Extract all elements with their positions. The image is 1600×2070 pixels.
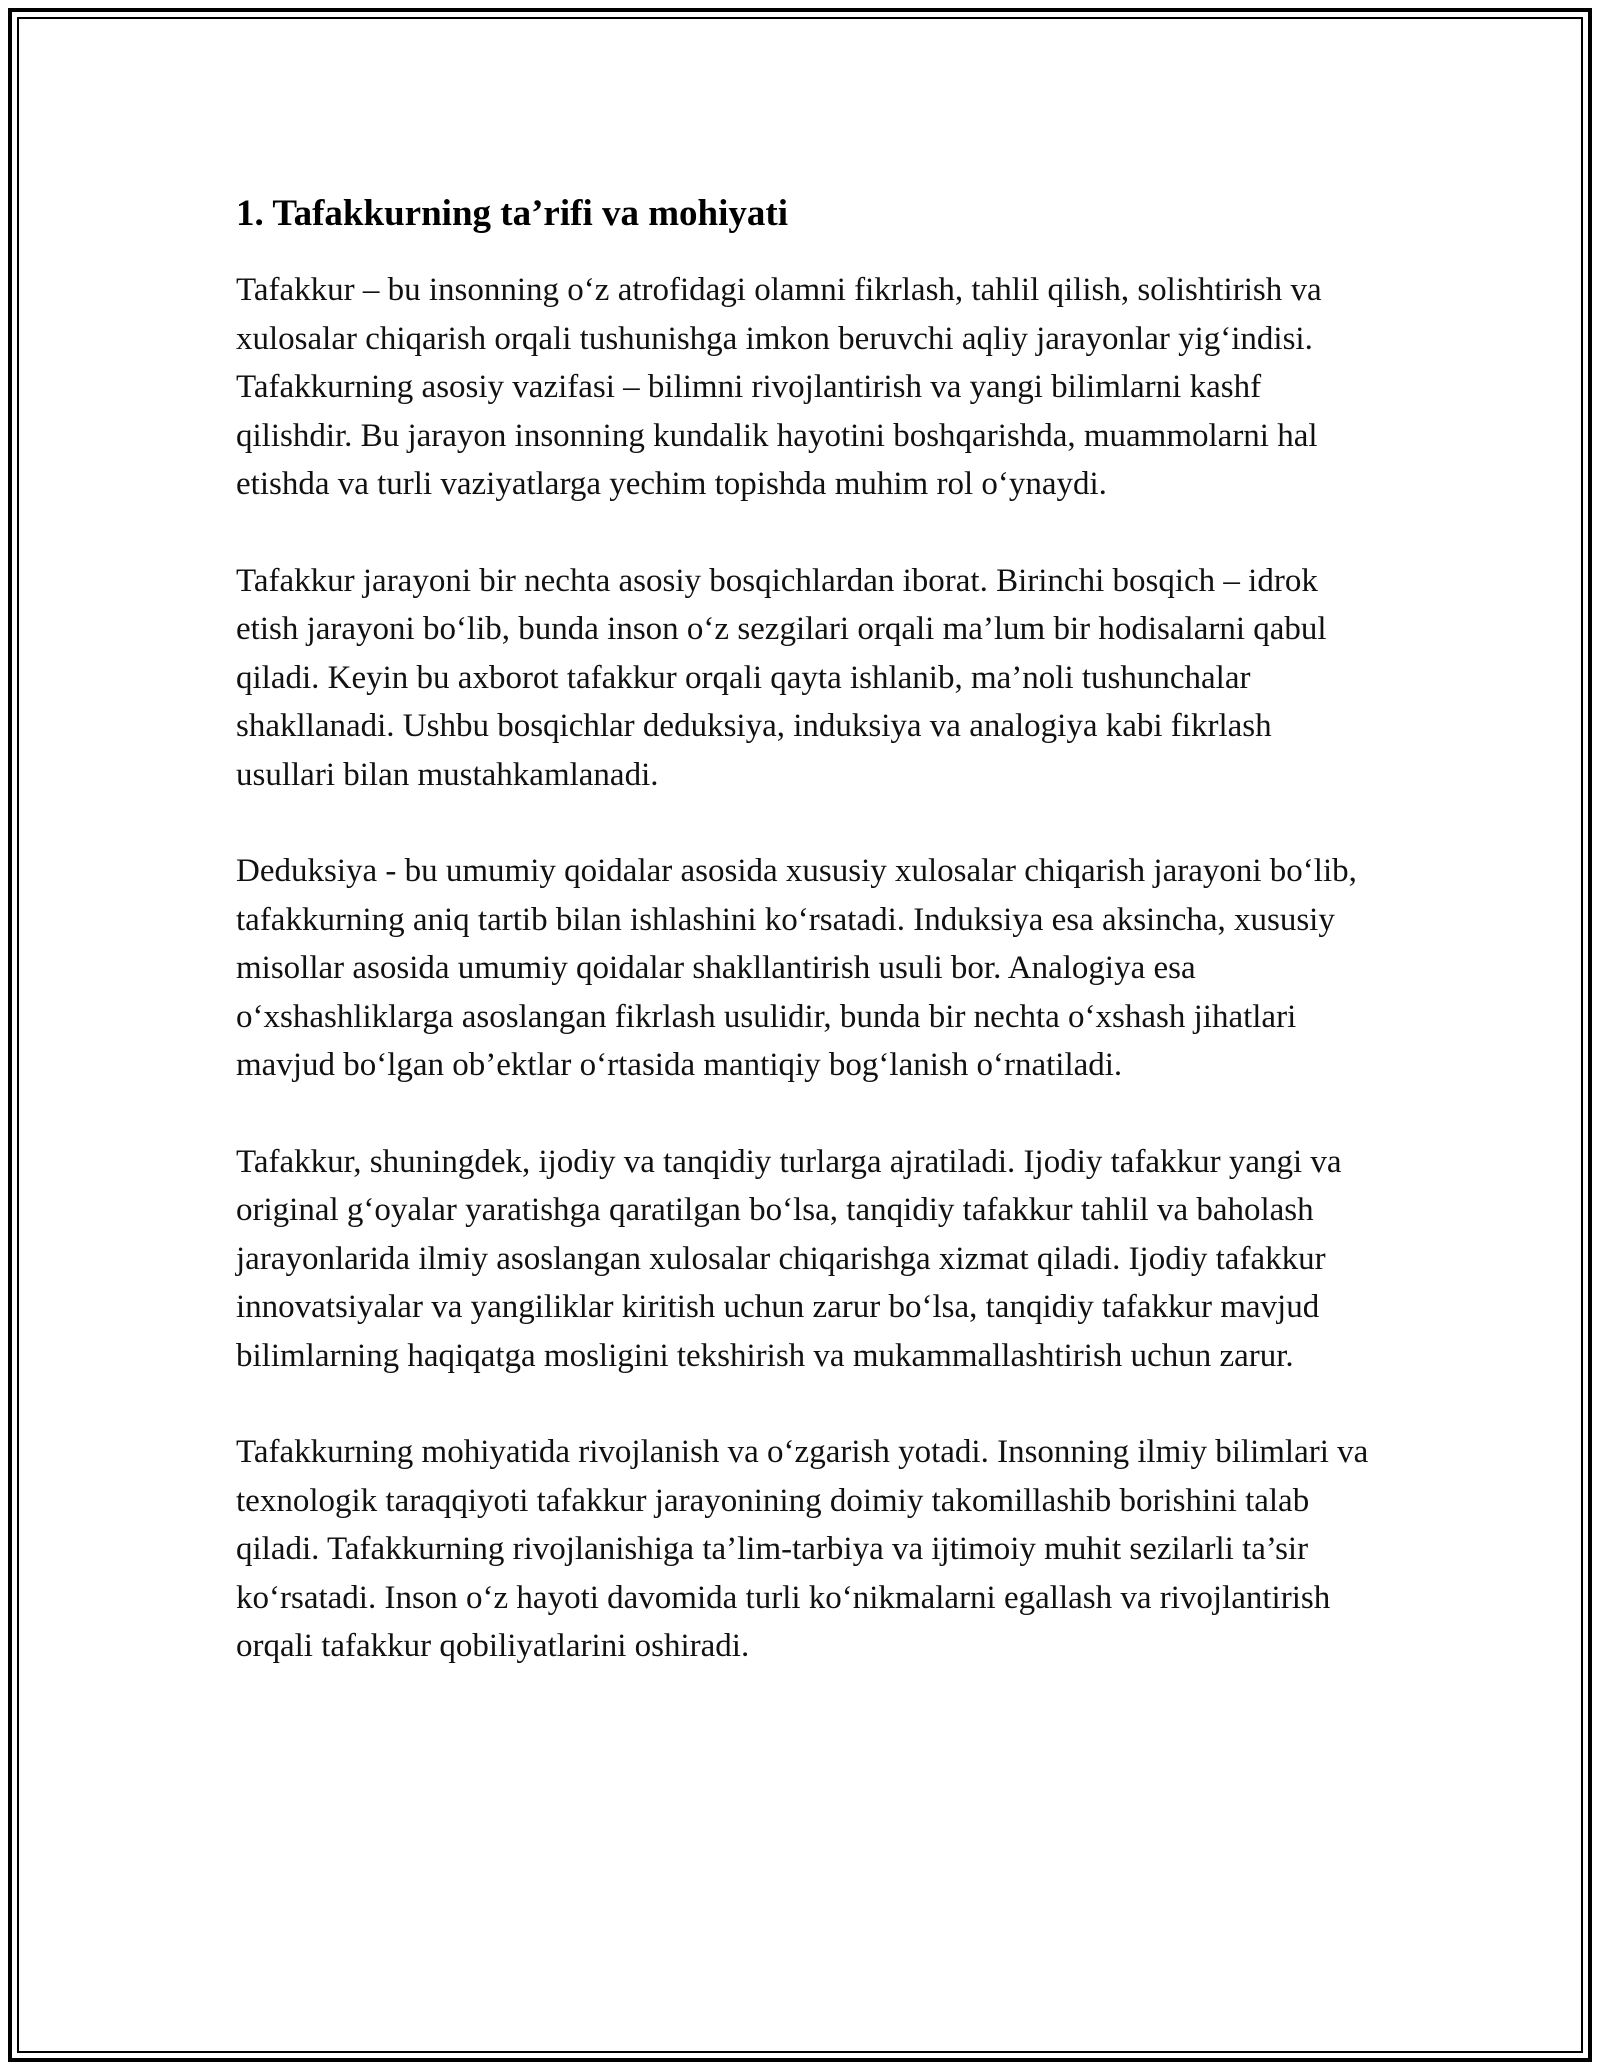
document-body (236, 186, 1376, 1671)
paragraph-essence: Tafakkurning mohiyatida rivojlanish va o‘zgarish yotadi. Insonning ilmiy bilimlari va texnologik taraqqiyoti tafakkur jarayonining doimiy takomillashib borishini talab qiladi. Tafakkurning rivojlanishiga ta’lim-tarbiya va ijtimoiy muhit sezilarli ta’sir ko‘rsatadi. Inson o‘z hayoti davomida turli ko‘nikmalarni egallash va rivojlantirish orqali tafakkur qobiliyatlarini oshiradi. (236, 1434, 1369, 1664)
paragraph-types: Tafakkur, shuningdek, ijodiy va tanqidiy turlarga ajratiladi. Ijodiy tafakkur yangi va original g‘oyalar yaratishga qaratilgan bo‘lsa, tanqidiy tafakkur tahlil va baholash jarayonlarida ilmiy asoslangan xulosalar chiqarishga xizmat qiladi. Ijodiy tafakkur innovatsiyalar va yangiliklar kiritish uchun zarur bo‘lsa, tanqidiy tafakkur mavjud bilimlarning haqiqatga mosligini tekshirish va mukammallashtirish uchun zarur. (236, 1143, 1342, 1374)
section-heading: 1. Tafakkurning ta’rifi va mohiyati (236, 193, 789, 234)
paragraph-methods: Deduksiya - bu umumiy qoidalar asosida xususiy xulosalar chiqarish jarayoni bo‘lib, tafakkurning aniq tartib bilan ishlashini ko‘rsatadi. Induksiya esa aksincha, xususiy misollar asosida umumiy qoidalar shakllantirish usuli bor. Analogiya esa o‘xshashliklarga asoslangan fikrlash usulidir, bunda bir nechta o‘xshash jihatlari mavjud bo‘lgan ob’ektlar o‘rtasida mantiqiy bog‘lanish o‘rnatiladi. (236, 853, 1357, 1083)
paragraph-definition: Tafakkur – bu insonning o‘z atrofidagi olamni fikrlash, tahlil qilish, solishtirish va xulosalar chiqarish orqali tushunishga imkon beruvchi aqliy jarayonlar yig‘indisi. Tafakkurning asosiy vazifasi – bilimni rivojlantirish va yangi bilimlarni kashf qilishdir. Bu jarayon insonning kundalik hayotini boshqarishda, muammolarni hal etishda va turli vaziyatlarga yechim topishda muhim rol o‘ynaydi. (236, 272, 1322, 502)
paragraph-stages: Tafakkur jarayoni bir nechta asosiy bosqichlardan iborat. Birinchi bosqich – idrok etish jarayoni bo‘lib, bunda inson o‘z sezgilari orqali ma’lum bir hodisalarni qabul qiladi. Keyin bu axborot tafakkur orqali qayta ishlanib, ma’noli tushunchalar shakllanadi. Ushbu bosqichlar deduksiya, induksiya va analogiya kabi fikrlash usullari bilan mustahkamlanadi. (236, 562, 1327, 793)
